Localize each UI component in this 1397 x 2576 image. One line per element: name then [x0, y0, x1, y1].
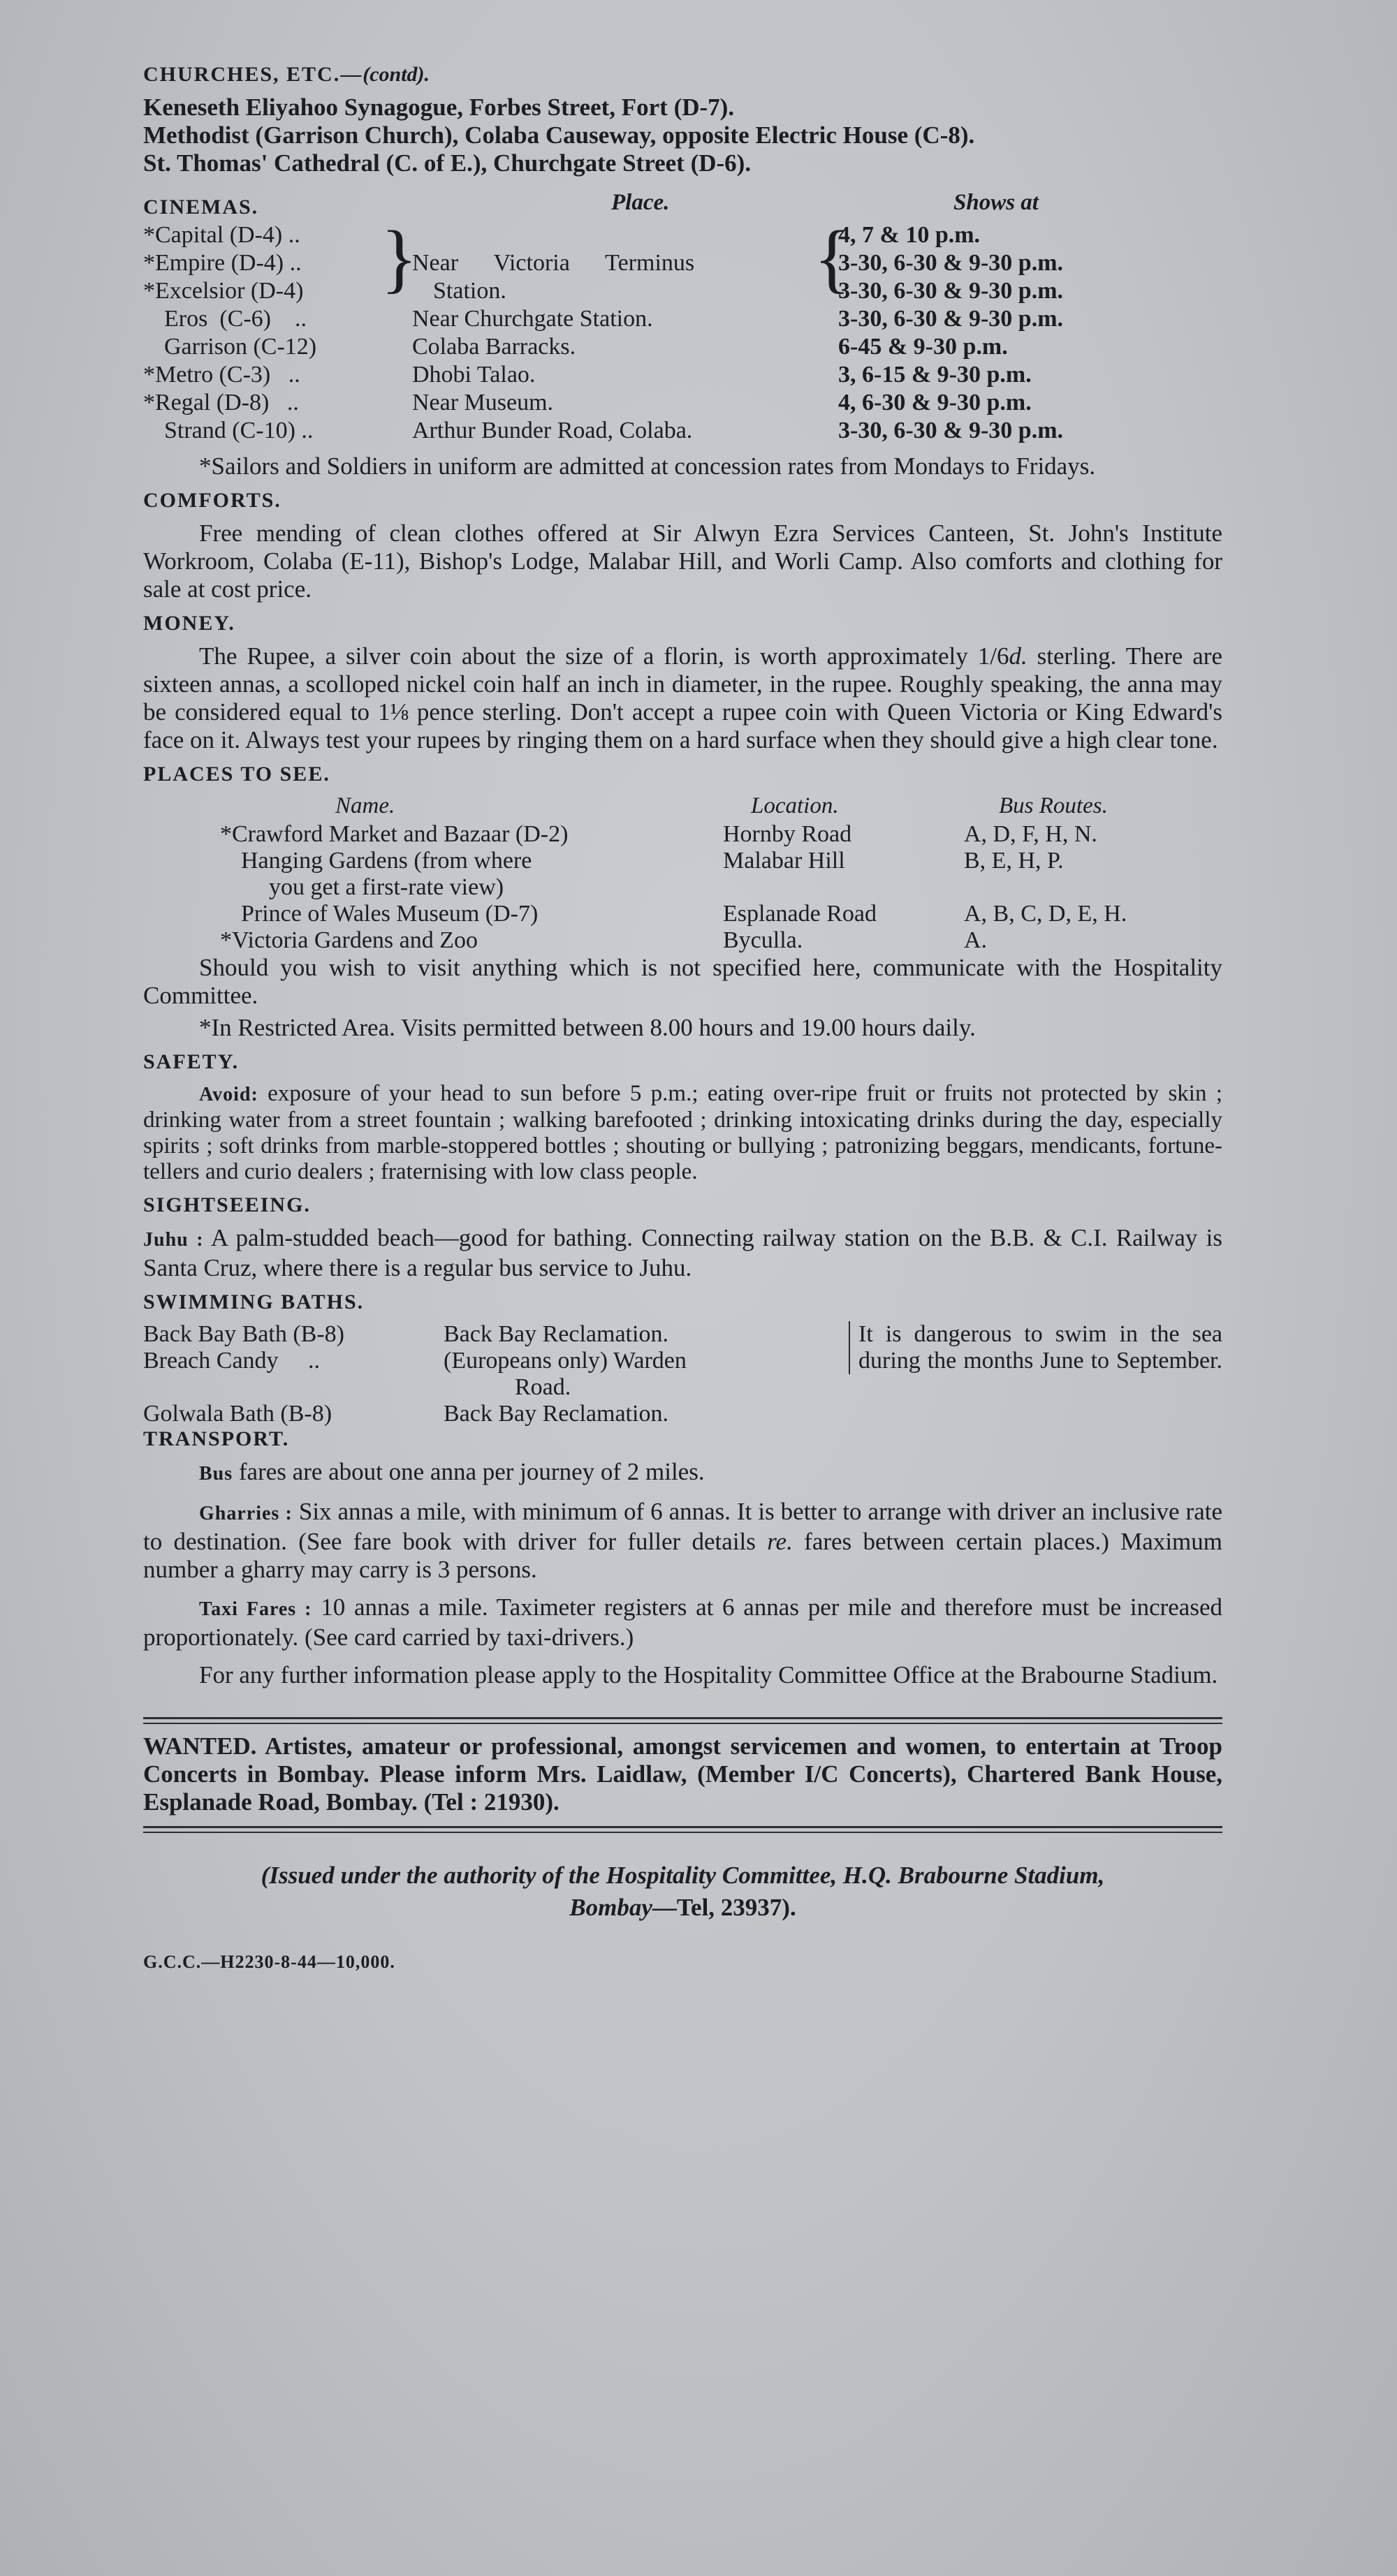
divider: [143, 1717, 1222, 1724]
churches-heading: CHURCHES, ETC.—(contd).: [143, 63, 430, 86]
cinema-name: *Empire (D-4) ..: [143, 250, 302, 276]
place-row: [143, 901, 1222, 927]
bath-name: Back Bay Bath (B-8): [143, 1321, 344, 1347]
cinema-shows: 4, 6-30 & 9-30 p.m.: [838, 390, 1032, 415]
cinema-name: *Excelsior (D-4): [143, 278, 304, 304]
church-line: Methodist (Garrison Church), Colaba Causeway, opposite Electric House (C-8).: [143, 122, 975, 149]
bath-location: Back Bay Reclamation.: [444, 1321, 668, 1347]
cinema-row: [143, 250, 1222, 277]
place-bus: A.: [964, 927, 988, 953]
cinema-shows: 3-30, 6-30 & 9-30 p.m.: [838, 278, 1064, 304]
place-location: Hornby Road: [723, 821, 852, 847]
cinema-row: [143, 362, 1222, 388]
cinema-place: Arthur Bunder Road, Colaba.: [412, 418, 693, 443]
cinema-place: Station.: [433, 278, 506, 304]
safety-text: Avoid: exposure of your head to sun before 5 p.m.; eating over-ripe fruit or fruits not protected by skin ; drinking water from a street fountain ; walking barefooted ; drinking intoxicating drinks during the day, especially spirits ; soft drinks from marble-stoppered bottles ; shouting or bullying ; patronizing beggars, mendicants, fortune-tellers and curio dealers ; fraternising with low class people.: [143, 1081, 1222, 1184]
cinema-row: [143, 306, 1222, 332]
bus-fares: Bus fares are about one anna per journey of 2 miles.: [199, 1458, 705, 1485]
bath-name: Golwala Bath (B-8): [143, 1401, 332, 1427]
places-heading: PLACES TO SEE.: [143, 763, 330, 786]
places-restricted-note: *In Restricted Area. Visits permitted between 8.00 hours and 19.00 hours daily.: [199, 1014, 976, 1041]
cinema-place: Near Museum.: [412, 390, 554, 415]
place-bus: A, D, F, H, N.: [964, 821, 1097, 847]
brace-icon: }: [381, 215, 418, 300]
cinema-row: [143, 334, 1222, 360]
cinema-name: Strand (C-10) ..: [164, 418, 314, 443]
places-note: Should you wish to visit anything which is not specified here, communicate with the Hospitality Committee.: [143, 954, 1222, 1009]
cinema-name: *Metro (C-3) ..: [143, 362, 300, 388]
place-bus: B, E, H, P.: [964, 848, 1064, 874]
divider: [143, 1826, 1222, 1833]
cinema-row: [143, 390, 1222, 416]
sightseeing-text: Juhu : A palm-studded beach—good for bathing. Connecting railway station on the B.B. & C.I. Railway is Santa Cruz, where there is a regular bus service to Juhu.: [143, 1224, 1222, 1281]
bath-location: Back Bay Reclamation.: [444, 1401, 668, 1427]
cinemas-table: [143, 215, 1222, 452]
print-code: G.C.C.—H2230-8-44—10,000.: [143, 1952, 395, 1972]
sightseeing-heading: SIGHTSEEING.: [143, 1193, 311, 1216]
swimming-warning: It is dangerous to swim in the sea during the months June to September.: [849, 1321, 1222, 1374]
place-row: [143, 874, 1222, 901]
wanted-notice: WANTED. Artistes, amateur or professional, amongst servicemen and women, to entertain at Troop Concerts in Bombay. Please inform Mrs. Laidlaw, (Member I/C Concerts), Chartered Bank House, Esplanade Road, Bombay. (Tel : 21930).: [143, 1732, 1222, 1816]
place-row: [143, 848, 1222, 874]
place-name: you get a first-rate view): [269, 874, 504, 900]
swimming-heading: SWIMMING BATHS.: [143, 1290, 365, 1313]
issued-statement: (Issued under the authority of the Hospitality Committee, H.Q. Brabourne Stadium, Bombay—Tel, 23937).: [261, 1862, 1105, 1921]
cinemas-col-shows: Shows at: [953, 190, 1039, 215]
cinema-name: *Regal (D-8) ..: [143, 390, 299, 415]
place-row: [143, 821, 1222, 848]
brace-icon: {: [814, 215, 851, 300]
cinema-name: *Capital (D-4) ..: [143, 222, 300, 248]
place-name: *Crawford Market and Bazaar (D-2): [220, 821, 569, 847]
cinemas-heading: CINEMAS.: [143, 196, 259, 219]
cinemas-col-place: Place.: [611, 190, 670, 215]
place-location: Esplanade Road: [723, 901, 877, 927]
place-location: Byculla.: [723, 927, 803, 953]
cinema-shows: 3-30, 6-30 & 9-30 p.m.: [838, 306, 1064, 332]
cinema-shows: 4, 7 & 10 p.m.: [838, 222, 981, 248]
cinema-place: Near Victoria Terminus: [412, 250, 695, 276]
cinemas-header: [143, 190, 1222, 222]
church-line: Keneseth Eliyahoo Synagogue, Forbes Street, Fort (D-7).: [143, 94, 735, 121]
place-name: *Victoria Gardens and Zoo: [220, 927, 478, 953]
place-name: Hanging Gardens (from where: [241, 848, 532, 874]
comforts-heading: COMFORTS.: [143, 489, 281, 512]
swimming-table: [143, 1321, 1222, 1426]
cinema-place: Dhobi Talao.: [412, 362, 536, 388]
places-header: [143, 793, 1222, 821]
cinema-shows: 3, 6-15 & 9-30 p.m.: [838, 362, 1032, 388]
places-col-name: Name.: [335, 793, 395, 818]
cinema-shows: 6-45 & 9-30 p.m.: [838, 334, 1008, 360]
further-info: For any further information please apply to the Hospitality Committee Office at the Brabourne Stadium.: [199, 1661, 1218, 1688]
money-text: The Rupee, a silver coin about the size of a florin, is worth approximately 1/6d. sterling. There are sixteen annas, a scolloped nickel coin half an inch in diameter, in the rupee. Roughly speaking, the anna may be considered equal to 1⅛ pence sterling. Don't accept a rupee coin with Queen Victoria or King Edward's face on it. Always test your rupees by ringing them on a hard surface when they should give a high clear tone.: [143, 642, 1223, 753]
bath-location: (Europeans only) Warden: [444, 1348, 687, 1374]
place-name: Prince of Wales Museum (D-7): [241, 901, 539, 927]
cinema-place: Colaba Barracks.: [412, 334, 576, 360]
money-heading: MONEY.: [143, 612, 235, 635]
cinema-row: [143, 278, 1222, 304]
places-col-bus: Bus Routes.: [999, 793, 1108, 818]
place-location: Malabar Hill: [723, 848, 845, 874]
church-line: St. Thomas' Cathedral (C. of E.), Churchgate Street (D-6).: [143, 149, 752, 177]
safety-heading: SAFETY.: [143, 1050, 240, 1073]
cinema-place: Near Churchgate Station.: [412, 306, 653, 332]
comforts-text: Free mending of clean clothes offered at Sir Alwyn Ezra Services Canteen, St. John's Institute Workroom, Colaba (E-11), Bishop's Lodge, Malabar Hill, and Worli Camp. Also comforts and clothing for sale at cost price.: [143, 520, 1222, 603]
cinema-name: Eros (C-6) ..: [164, 306, 307, 332]
bath-name: Breach Candy ..: [143, 1348, 321, 1374]
place-bus: A, B, C, D, E, H.: [964, 901, 1127, 927]
cinema-row: [143, 418, 1222, 444]
bath-location: Road.: [444, 1374, 571, 1400]
cinema-name: Garrison (C-12): [164, 334, 317, 360]
transport-heading: TRANSPORT.: [143, 1427, 290, 1450]
cinema-row: [143, 222, 1222, 249]
cinema-shows: 3-30, 6-30 & 9-30 p.m.: [838, 250, 1064, 276]
places-col-location: Location.: [751, 793, 839, 818]
taxi-fares: Taxi Fares : 10 annas a mile. Taximeter registers at 6 annas per mile and therefore must be increased proportionately. (See card carried by taxi-drivers.): [143, 1594, 1223, 1651]
cinema-shows: 3-30, 6-30 & 9-30 p.m.: [838, 418, 1064, 443]
cinemas-note: *Sailors and Soldiers in uniform are admitted at concession rates from Mondays to Fridays.: [199, 452, 1096, 480]
gharries-fares: Gharries : Six annas a mile, with minimum of 6 annas. It is better to arrange with driver an inclusive rate to destination. (See fare book with driver for fuller details re. fares between certain places.) Maximum number a gharry may carry is 3 persons.: [143, 1498, 1223, 1583]
place-row: [143, 927, 1222, 954]
